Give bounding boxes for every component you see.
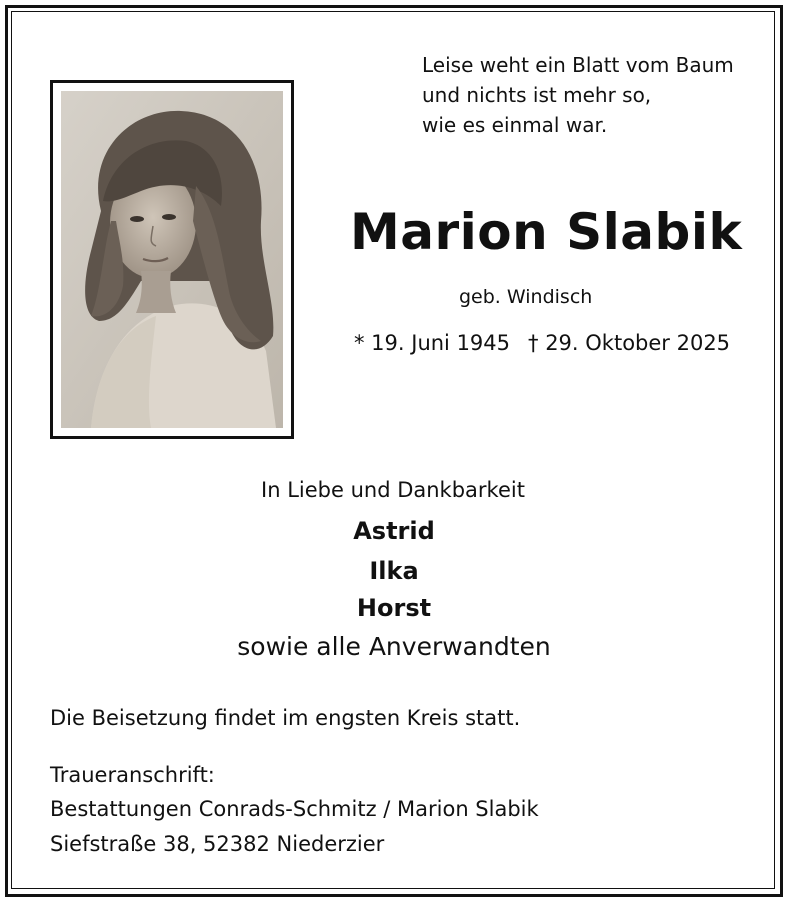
burial-notice: Die Beisetzung findet im engsten Kreis statt.	[50, 706, 521, 730]
deceased-name: Marion Slabik	[350, 203, 743, 261]
portrait-frame	[50, 80, 294, 439]
life-dates	[354, 331, 730, 355]
address-line: Bestattungen Conrads-Schmitz / Marion Slabik	[50, 797, 539, 821]
relatives-line: sowie alle Anverwandten	[237, 632, 551, 661]
maiden-name: geb. Windisch	[459, 286, 593, 308]
verse-line: und nichts ist mehr so,	[422, 83, 652, 107]
mourner-name: Ilka	[369, 557, 419, 585]
mourners-intro: In Liebe und Dankbarkeit	[261, 478, 525, 502]
birth-date: * 19. Juni 1945	[354, 331, 511, 355]
mourner-name: Horst	[356, 594, 432, 622]
death-date: † 29. Oktober 2025	[528, 331, 731, 355]
verse	[422, 50, 734, 140]
verse-line: wie es einmal war.	[422, 113, 608, 137]
verse-line: Leise weht ein Blatt vom Baum	[422, 53, 734, 77]
mourner-name: Astrid	[353, 517, 435, 545]
address-line: Siefstraße 38, 52382 Niederzier	[50, 832, 385, 856]
address-label: Traueranschrift:	[50, 763, 215, 787]
portrait-photo	[61, 91, 283, 428]
